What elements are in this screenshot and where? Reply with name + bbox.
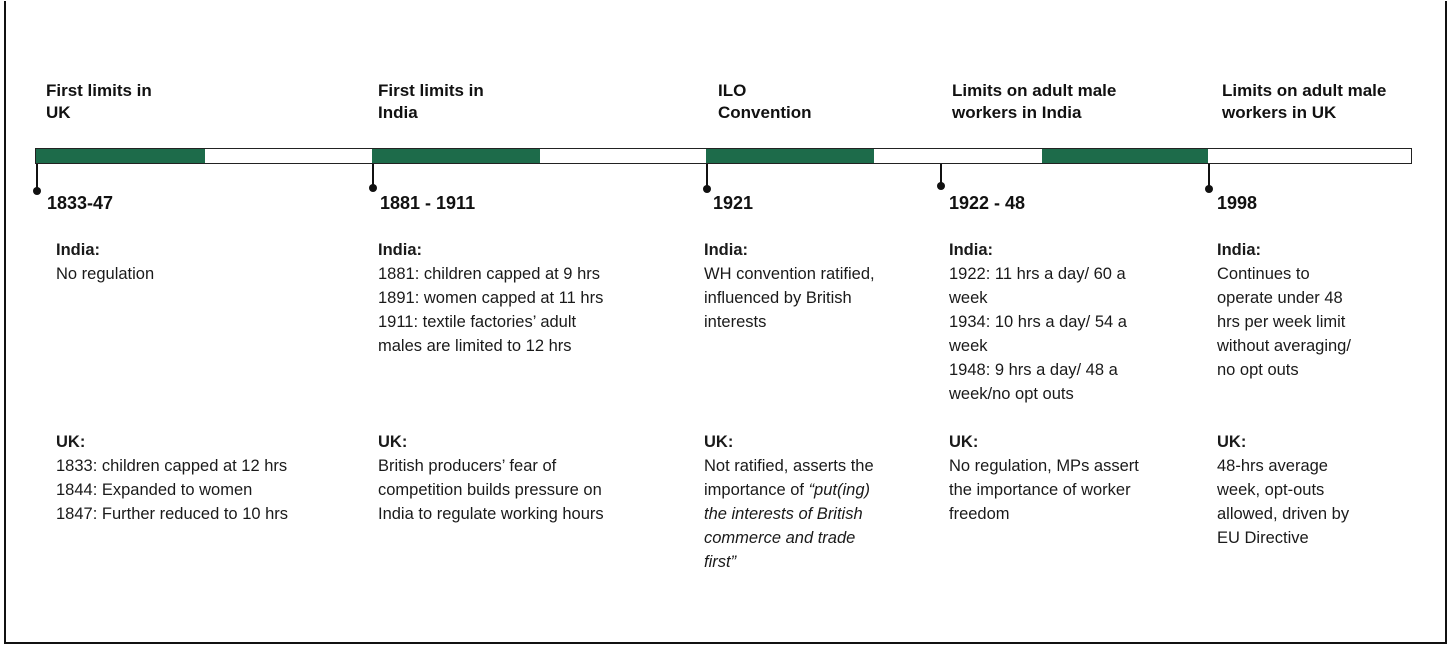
uk-block-1921 [704, 430, 874, 574]
uk-quote: commerce and trade [704, 529, 856, 547]
india-block-1921 [704, 238, 875, 334]
date-1922-48: 1922 - 48 [949, 193, 1026, 213]
date-1921: 1921 [713, 193, 754, 213]
uk-line: 1833: children capped at 12 hrs [56, 457, 288, 475]
uk-heading: UK: [1217, 433, 1247, 451]
date-1998: 1998 [1217, 193, 1258, 213]
uk-line: Not ratified, asserts the [704, 457, 874, 475]
india-line: 1948: 9 hrs a day/ 48 a [949, 361, 1118, 379]
india-line: males are limited to 12 hrs [378, 337, 572, 355]
india-block-1881 [378, 238, 603, 358]
uk-line: No regulation, MPs assert [949, 457, 1139, 475]
india-line: without averaging/ [1217, 337, 1351, 355]
uk-line: 48-hrs average [1217, 457, 1328, 475]
india-line: WH convention ratified, [704, 265, 875, 283]
india-line: week [949, 289, 988, 307]
uk-line: allowed, driven by [1217, 505, 1350, 523]
india-line: 1881: children capped at 9 hrs [378, 265, 600, 283]
uk-quote: first” [704, 553, 737, 571]
india-heading: India: [378, 241, 422, 259]
uk-line: 1847: Further reduced to 10 hrs [56, 505, 289, 523]
india-block-1922 [949, 238, 1127, 406]
uk-line [704, 478, 874, 502]
uk-block-1998 [1217, 430, 1349, 550]
india-line: No regulation [56, 265, 155, 283]
india-line: influenced by British [704, 289, 852, 307]
uk-quote: the interests of British [704, 505, 863, 523]
timeline-dot-1922 [937, 182, 945, 190]
timeline-dot-1998 [1205, 185, 1213, 193]
uk-quote: “put(ing) [808, 481, 871, 499]
india-line: Continues to [1217, 265, 1310, 283]
era-title-1881: First limits in India [378, 81, 484, 122]
india-block-1998 [1217, 238, 1351, 382]
era-title-1998: Limits on adult male workers in UK [1222, 81, 1387, 122]
date-1881-1911: 1881 - 1911 [380, 193, 476, 213]
india-line: week/no opt outs [949, 385, 1074, 403]
india-line: 1922: 11 hrs a day/ 60 a [949, 265, 1126, 283]
india-block-1833 [56, 238, 154, 286]
timeline-segment-1922 [1042, 149, 1208, 163]
india-line: operate under 48 [1217, 289, 1343, 307]
era-title-1921: ILO Convention [718, 81, 812, 122]
india-heading: India: [704, 241, 748, 259]
uk-heading: UK: [56, 433, 86, 451]
uk-line: the importance of worker [949, 481, 1131, 499]
era-title-1833: First limits in UK [46, 81, 152, 122]
uk-line-text: importance of [704, 481, 804, 499]
uk-line: EU Directive [1217, 529, 1309, 547]
uk-heading: UK: [949, 433, 979, 451]
uk-line: India to regulate working hours [378, 505, 604, 523]
uk-line: freedom [949, 505, 1010, 523]
uk-block-1881 [378, 430, 604, 526]
uk-line: week, opt-outs [1217, 481, 1325, 499]
timeline-segment-1881 [372, 149, 540, 163]
timeline-segment-1833 [36, 149, 205, 163]
india-line: 1891: women capped at 11 hrs [378, 289, 604, 307]
india-line: interests [704, 313, 767, 331]
india-line: hrs per week limit [1217, 313, 1346, 331]
india-heading: India: [56, 241, 100, 259]
india-line: week [949, 337, 988, 355]
india-line: 1934: 10 hrs a day/ 54 a [949, 313, 1127, 331]
india-heading: India: [1217, 241, 1261, 259]
india-line: 1911: textile factories’ adult [378, 313, 577, 331]
era-title-1922: Limits on adult male workers in India [952, 81, 1117, 122]
timeline-dot-1881 [369, 184, 377, 192]
uk-line: British producers’ fear of [378, 457, 557, 475]
uk-block-1833 [56, 430, 288, 526]
timeline-dot-1921 [703, 185, 711, 193]
india-heading: India: [949, 241, 993, 259]
timeline-dot-1833 [33, 187, 41, 195]
uk-line: 1844: Expanded to women [56, 481, 253, 499]
timeline-segment-1921 [706, 149, 874, 163]
uk-heading: UK: [378, 433, 408, 451]
india-line: no opt outs [1217, 361, 1299, 379]
uk-block-1922 [949, 430, 1139, 526]
date-1833-47: 1833-47 [47, 193, 114, 213]
uk-heading: UK: [704, 433, 734, 451]
uk-line: competition builds pressure on [378, 481, 602, 499]
timeline-bar [35, 148, 1412, 164]
